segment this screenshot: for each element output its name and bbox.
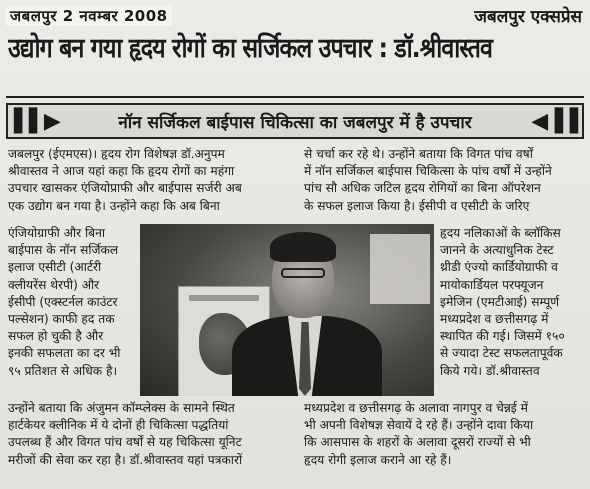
text-line: उपचार खासकर एंजियोप्राफी और बाईपास सर्जरी अब <box>8 181 242 196</box>
left-column-top <box>8 146 298 215</box>
text-line: किये गये। डॉ.श्रीवास्तव <box>440 363 540 378</box>
text-line: उन्होंने बताया कि अंजुमन कॉम्प्लेक्स के सामने स्थित <box>8 401 235 415</box>
right-column-top <box>304 146 584 215</box>
subheadline: नॉन सर्जिकल बाईपास चिकित्सा का जबलपुर में है उपचार <box>118 112 472 133</box>
text-line: उपलब्ध हैं और विगत पांच वर्षों से यह चिकित्सा यूनिट <box>8 435 242 450</box>
text-line: जबलपुर (ईएमएस)। हृदय रोग विशेषज्ञ डॉ.अनुपम <box>8 147 225 161</box>
text-line: में नॉन सर्जिकल बाईपास चिकित्सा के पांच वर्षों में उन्होंने <box>304 164 552 179</box>
text-line: इनकी सफलता का दर भी <box>8 346 121 361</box>
person-hair <box>270 232 336 262</box>
left-arrow-icon: ▌▌▶ <box>14 109 59 134</box>
text-line: मायोकार्डियल परफ्यूजन <box>440 277 544 292</box>
left-column-narrow <box>8 225 136 380</box>
text-line: एक उद्योग बन गया है। उन्होंने कहा कि अब बिना <box>8 198 220 213</box>
subheadline-bar <box>6 103 584 139</box>
text-line: हार्टकेयर क्लीनिक में ये दोनों ही चिकित्सा पद्धतियां <box>8 418 229 433</box>
text-line: कि आसपास के शहरों के अलावा दूसरों राज्यों से भी <box>304 435 531 450</box>
text-line: मध्यप्रदेश व छत्तीसगढ़ के अलावा नागपुर व चेन्नई में <box>304 401 528 415</box>
text-line: एंजियोग्राफी और बिना <box>8 226 105 240</box>
headline: उद्योग बन गया हृदय रोगों का सर्जिकल उपचार : डॉ.श्रीवास्तव <box>8 33 493 64</box>
text-line: पांच सौ अधिक जटिल हृदय रोगियों का बिना ऑपरेशन <box>304 181 541 196</box>
text-line: भी अपनी विशेषज्ञ सेवायें दे रहे हैं। उन्होंने दावा किया <box>304 418 534 433</box>
background-board <box>370 234 430 304</box>
text-line: बाईपास के नॉन सर्जिकल <box>8 243 119 258</box>
text-line: ९५ प्रतिशत से अधिक है। <box>8 363 118 378</box>
divider-line <box>6 96 584 98</box>
text-line: मध्यप्रदेश व छत्तीसगढ़ में <box>440 312 549 327</box>
text-line: सफल हो चुकी है और <box>8 329 104 344</box>
text-line: से चर्चा कर रहे थे। उन्होंने बताया कि विगत पांच वर्षों <box>304 147 533 161</box>
text-line: थ्रीडी एंज्यो कार्डियोग्राफी व <box>440 260 558 275</box>
poster-caption-bar <box>189 295 259 301</box>
right-column-bottom <box>304 400 584 469</box>
text-line: पल्सेशन) काफी हद तक <box>8 312 115 327</box>
left-column-bottom <box>8 400 300 469</box>
text-line: ईसीपी (एक्स्टर्नल काउंटर <box>8 294 118 309</box>
text-line: स्थापित की गई। जिसमें १५० <box>440 329 565 344</box>
text-line: मरीजों की सेवा कर रहा है। डॉ.श्रीवास्तव यहां पत्रकारों <box>8 452 243 467</box>
text-line: हृदय नलिकाओं के ब्लॉकिस <box>440 226 561 240</box>
text-line: इमेजिन (एमटीआई) सम्पूर्ण <box>440 294 560 309</box>
text-line: से ज्यादा टेस्ट सफलतापूर्वक <box>440 346 563 361</box>
glasses-icon <box>281 268 325 278</box>
text-line: हृदय रोगी इलाज कराने आ रहे हैं। <box>304 452 452 467</box>
text-line: क्लीयरेंस थेरपी) और <box>8 277 100 292</box>
right-column-narrow <box>440 225 584 380</box>
text-line: इलाज एसीटी (आर्टरी <box>8 260 102 275</box>
text-line: के सफल इलाज किया है। ईसीपी व एसीटी के जरिए <box>304 198 530 213</box>
newspaper-name: जबलपुर एक्सप्रेस <box>474 7 582 27</box>
right-arrow-icon: ◀▐▐ <box>531 109 576 134</box>
dateline: जबलपुर 2 नवम्बर 2008 <box>6 6 172 26</box>
doctor-photo <box>140 224 434 396</box>
text-line: जानने के अत्याधुनिक टेस्ट <box>440 243 554 258</box>
text-line: श्रीवास्तव ने आज यहां कहा कि हृदय रोगों का महंगा <box>8 164 235 179</box>
